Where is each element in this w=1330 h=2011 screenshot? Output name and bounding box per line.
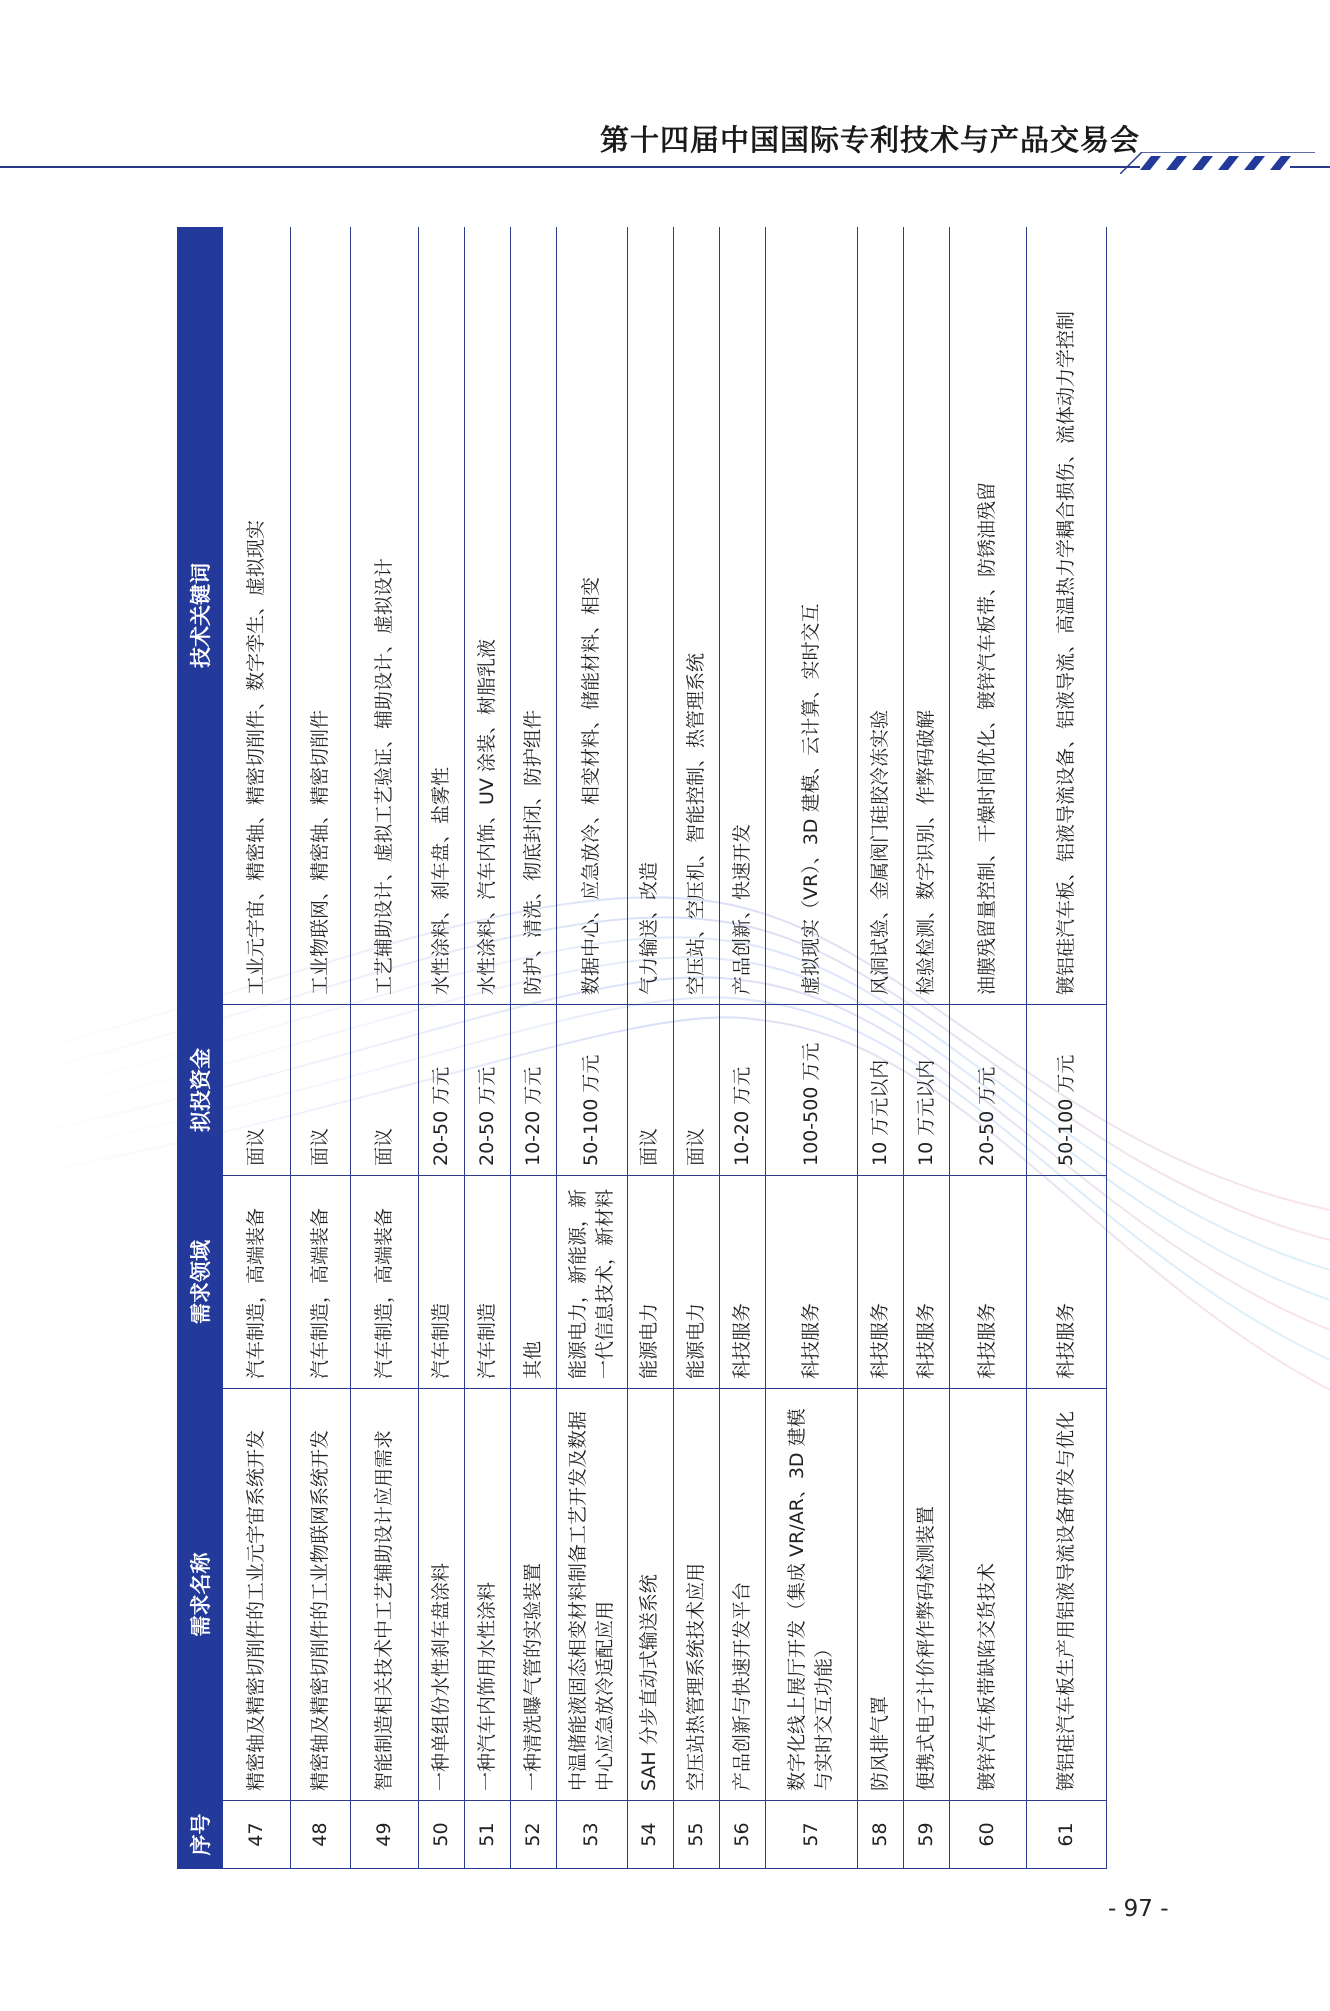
demand-name: 精密轴及精密切削件的工业元宇宙系统开发 — [223, 1389, 291, 1801]
table-row — [465, 227, 511, 1869]
demand-domain: 科技服务 — [765, 1176, 857, 1389]
row-index: 50 — [419, 1801, 465, 1869]
page-number: - 97 - — [1108, 1896, 1169, 1922]
demand-domain: 科技服务 — [719, 1176, 765, 1389]
table-row — [765, 227, 857, 1869]
demand-name: SAH 分步直动式输送系统 — [627, 1389, 673, 1801]
row-index: 53 — [557, 1801, 627, 1869]
demand-domain: 汽车制造 — [419, 1176, 465, 1389]
column-header-investment: 拟投资金 — [178, 1005, 223, 1176]
tech-keywords: 风洞试验、金属阀门硅胶冷冻实验 — [857, 227, 903, 1005]
row-index: 52 — [511, 1801, 557, 1869]
demand-table-container — [177, 227, 1107, 1869]
column-header-demand-name: 需求名称 — [178, 1389, 223, 1801]
table-row — [290, 227, 350, 1869]
row-index: 61 — [1026, 1801, 1106, 1869]
table-row — [627, 227, 673, 1869]
row-index: 51 — [465, 1801, 511, 1869]
demand-domain: 汽车制造 — [465, 1176, 511, 1389]
tech-keywords: 检验检测、数字识别、作弊码破解 — [904, 227, 950, 1005]
demand-name: 中温储能液固态相变材料制备工艺开发及数据中心应急放冷适配应用 — [557, 1389, 627, 1801]
row-index: 60 — [950, 1801, 1027, 1869]
table-row — [223, 227, 291, 1869]
header-divider-left — [0, 166, 1140, 168]
table-header-row — [178, 227, 223, 1869]
investment-amount: 20-50 万元 — [950, 1005, 1027, 1176]
investment-amount: 面议 — [673, 1005, 719, 1176]
investment-amount: 50-100 万元 — [1026, 1005, 1106, 1176]
demand-table-rotated — [177, 227, 1107, 1869]
investment-amount: 面议 — [290, 1005, 350, 1176]
tech-keywords: 工业元宇宙、精密轴、精密切削件、数字孪生、虚拟现实 — [223, 227, 291, 1005]
investment-amount: 10 万元以内 — [857, 1005, 903, 1176]
tech-keywords: 空压站、空压机、智能控制、热管理系统 — [673, 227, 719, 1005]
table-row — [857, 227, 903, 1869]
demand-domain: 汽车制造，高端装备 — [223, 1176, 291, 1389]
demand-domain: 科技服务 — [950, 1176, 1027, 1389]
column-header-domain: 需求领域 — [178, 1176, 223, 1389]
investment-amount: 10-20 万元 — [511, 1005, 557, 1176]
demand-domain: 汽车制造，高端装备 — [351, 1176, 419, 1389]
row-index: 59 — [904, 1801, 950, 1869]
tech-keywords: 水性涂料、汽车内饰、UV 涂装、树脂乳液 — [465, 227, 511, 1005]
tech-keywords: 油膜残留量控制、干燥时间优化、镀锌汽车板带、防锈油残留 — [950, 227, 1027, 1005]
row-index: 58 — [857, 1801, 903, 1869]
tech-keywords: 气力输送、改造 — [627, 227, 673, 1005]
investment-amount: 20-50 万元 — [465, 1005, 511, 1176]
column-header-keywords: 技术关键词 — [178, 227, 223, 1005]
row-index: 48 — [290, 1801, 350, 1869]
demand-name: 智能制造相关技术中工艺辅助设计应用需求 — [351, 1389, 419, 1801]
tech-keywords: 工业物联网、精密轴、精密切削件 — [290, 227, 350, 1005]
column-header-index: 序号 — [178, 1801, 223, 1869]
table-row — [950, 227, 1027, 1869]
investment-amount: 100-500 万元 — [765, 1005, 857, 1176]
demand-name: 空压站热管理系统技术应用 — [673, 1389, 719, 1801]
table-row — [351, 227, 419, 1869]
row-index: 55 — [673, 1801, 719, 1869]
investment-amount: 面议 — [627, 1005, 673, 1176]
investment-amount: 面议 — [223, 1005, 291, 1176]
row-index: 49 — [351, 1801, 419, 1869]
demand-name: 便携式电子计价秤作弊码检测装置 — [904, 1389, 950, 1801]
header-stripes-decoration — [1120, 152, 1315, 174]
page-header-title: 第十四届中国国际专利技术与产品交易会 — [600, 123, 1141, 157]
investment-amount: 面议 — [351, 1005, 419, 1176]
table-row — [673, 227, 719, 1869]
investment-amount: 10-20 万元 — [719, 1005, 765, 1176]
row-index: 56 — [719, 1801, 765, 1869]
table-row — [1026, 227, 1106, 1869]
demand-domain: 能源电力，新能源，新一代信息技术，新材料 — [557, 1176, 627, 1389]
tech-keywords: 虚拟现实（VR）、3D 建模、云计算、实时交互 — [765, 227, 857, 1005]
demand-domain: 能源电力 — [673, 1176, 719, 1389]
tech-keywords: 防护、清洗、彻底封闭、防护组件 — [511, 227, 557, 1005]
tech-keywords: 工艺辅助设计、虚拟工艺验证、辅助设计、虚拟设计 — [351, 227, 419, 1005]
demand-name: 一种汽车内饰用水性涂料 — [465, 1389, 511, 1801]
tech-keywords: 数据中心、应急放冷、相变材料、储能材料、相变 — [557, 227, 627, 1005]
tech-keywords: 水性涂料、刹车盘、盐雾性 — [419, 227, 465, 1005]
table-row — [511, 227, 557, 1869]
row-index: 47 — [223, 1801, 291, 1869]
demand-domain: 科技服务 — [857, 1176, 903, 1389]
demand-name: 产品创新与快速开发平台 — [719, 1389, 765, 1801]
row-index: 57 — [765, 1801, 857, 1869]
table-row — [419, 227, 465, 1869]
demand-name: 镀锌汽车板带缺陷交货技术 — [950, 1389, 1027, 1801]
demand-domain: 科技服务 — [1026, 1176, 1106, 1389]
demand-domain: 汽车制造，高端装备 — [290, 1176, 350, 1389]
demand-domain: 其他 — [511, 1176, 557, 1389]
demand-domain: 科技服务 — [904, 1176, 950, 1389]
tech-keywords: 产品创新、快速开发 — [719, 227, 765, 1005]
demand-name: 精密轴及精密切削件的工业物联网系统开发 — [290, 1389, 350, 1801]
table-row — [719, 227, 765, 1869]
demand-name: 数字化线上展厅开发（集成 VR/AR、3D 建模与实时交互功能） — [765, 1389, 857, 1801]
demand-name: 一种单组份水性刹车盘涂料 — [419, 1389, 465, 1801]
investment-amount: 50-100 万元 — [557, 1005, 627, 1176]
table-row — [557, 227, 627, 1869]
row-index: 54 — [627, 1801, 673, 1869]
demand-table — [177, 227, 1107, 1869]
investment-amount: 10 万元以内 — [904, 1005, 950, 1176]
tech-keywords: 镀铝硅汽车板、铝液导流设备、铝液导流、高温热力学耦合损伤、流体动力学控制 — [1026, 227, 1106, 1005]
demand-name: 一种清洗曝气管的实验装置 — [511, 1389, 557, 1801]
demand-domain: 能源电力 — [627, 1176, 673, 1389]
demand-name: 镀铝硅汽车板生产用铝液导流设备研发与优化 — [1026, 1389, 1106, 1801]
investment-amount: 20-50 万元 — [419, 1005, 465, 1176]
table-row — [904, 227, 950, 1869]
demand-name: 防风排气罩 — [857, 1389, 903, 1801]
